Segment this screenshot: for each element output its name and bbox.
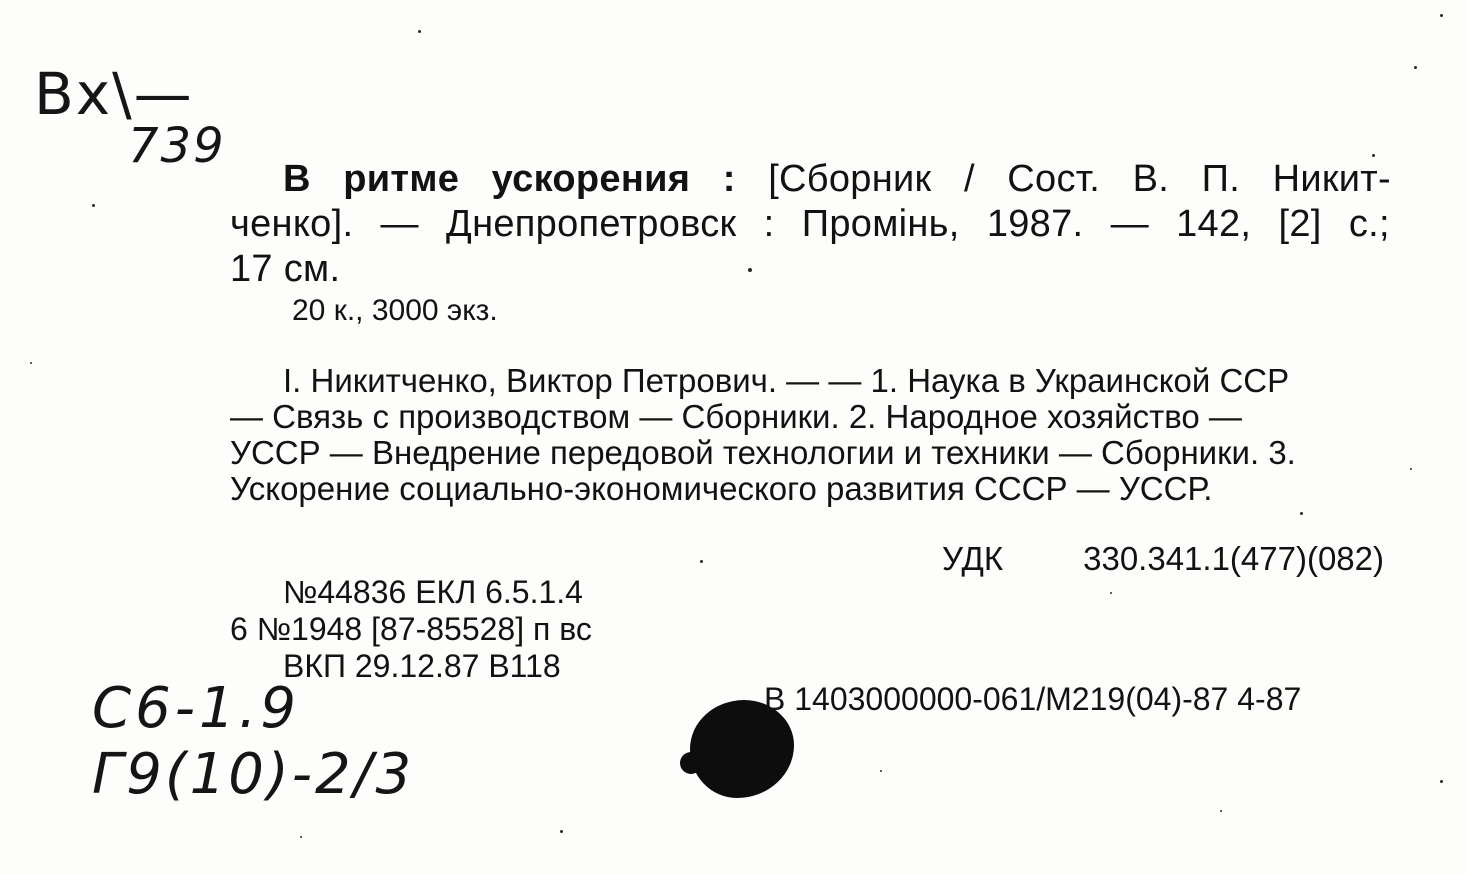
handwritten-note-bottom-1: С6-1.9 — [92, 676, 300, 741]
scan-speck — [560, 830, 563, 833]
title-word: ритме — [343, 158, 460, 200]
entry-title-line — [283, 158, 1391, 201]
handwritten-note-bottom-2: Г9(10)-2/3 — [92, 742, 415, 807]
scan-speck — [1440, 780, 1443, 783]
ink-blot — [680, 752, 702, 774]
scan-speck — [880, 770, 882, 772]
handwritten-note-top-1: Вх\— — [34, 60, 194, 128]
scan-speck — [1300, 512, 1303, 515]
entry-imprint-line — [230, 203, 1390, 246]
entry-word: Сост. — [1007, 158, 1101, 200]
scan-speck — [30, 362, 32, 364]
subject-heading-line: УССР — Внедрение передовой технологии и техники — Сборники. 3. — [230, 434, 1296, 471]
entry-word: [2] — [1278, 203, 1322, 245]
entry-word: Никит- — [1272, 158, 1391, 200]
index-code-line: В 1403000000-061/М219(04)-87 4-87 — [764, 681, 1302, 717]
scan-speck — [1372, 154, 1375, 157]
entry-size-line: 17 см. — [230, 248, 341, 290]
entry-word: 142, — [1176, 203, 1252, 245]
scan-speck — [748, 268, 752, 272]
entry-word: Промінь, — [801, 203, 960, 245]
entry-word: / — [963, 158, 975, 200]
scan-speck — [1414, 66, 1417, 69]
scan-speck — [1110, 592, 1112, 594]
registration-line: 6 №1948 [87-85528] п вс — [230, 611, 592, 647]
entry-word: ченко]. — [230, 203, 354, 245]
entry-word: [Сборник — [768, 158, 932, 200]
title-word: : — [722, 158, 736, 200]
entry-word: 1987. — [986, 203, 1084, 245]
subject-heading-line: I. Никитченко, Виктор Петрович. — — 1. Наука в Украинской ССР — [283, 362, 1290, 399]
scan-speck — [1220, 810, 1222, 812]
udk-classification — [942, 540, 1384, 578]
scan-speck — [1410, 468, 1412, 470]
scan-speck — [700, 560, 703, 563]
scan-speck — [1440, 14, 1443, 17]
entry-word: : — [763, 203, 775, 245]
entry-word: П. — [1201, 158, 1241, 200]
title-word: ускорения — [491, 158, 691, 200]
entry-word: с.; — [1348, 203, 1390, 245]
title-word: В — [283, 158, 311, 200]
handwritten-note-top-2: 739 — [128, 118, 226, 174]
entry-word: — — [380, 203, 419, 245]
registration-line: №44836 ЕКЛ 6.5.1.4 — [283, 574, 583, 610]
entry-word: Днепропетровск — [446, 203, 737, 245]
entry-word: — — [1110, 203, 1149, 245]
price-and-print-run: 20 к., 3000 экз. — [292, 294, 498, 327]
udk-code: 330.341.1(477)(082) — [1083, 540, 1384, 577]
entry-word: В. — [1132, 158, 1170, 200]
scan-speck — [92, 204, 95, 207]
scan-speck — [300, 836, 302, 838]
udk-label: УДК — [942, 540, 1004, 577]
subject-heading-line: Ускорение социально-экономического развития СССР — УССР. — [230, 470, 1213, 507]
registration-line: ВКП 29.12.87 В118 — [283, 648, 561, 684]
subject-heading-line: — Связь с производством — Сборники. 2. Народное хозяйство — — [230, 398, 1242, 435]
scan-speck — [418, 30, 421, 33]
